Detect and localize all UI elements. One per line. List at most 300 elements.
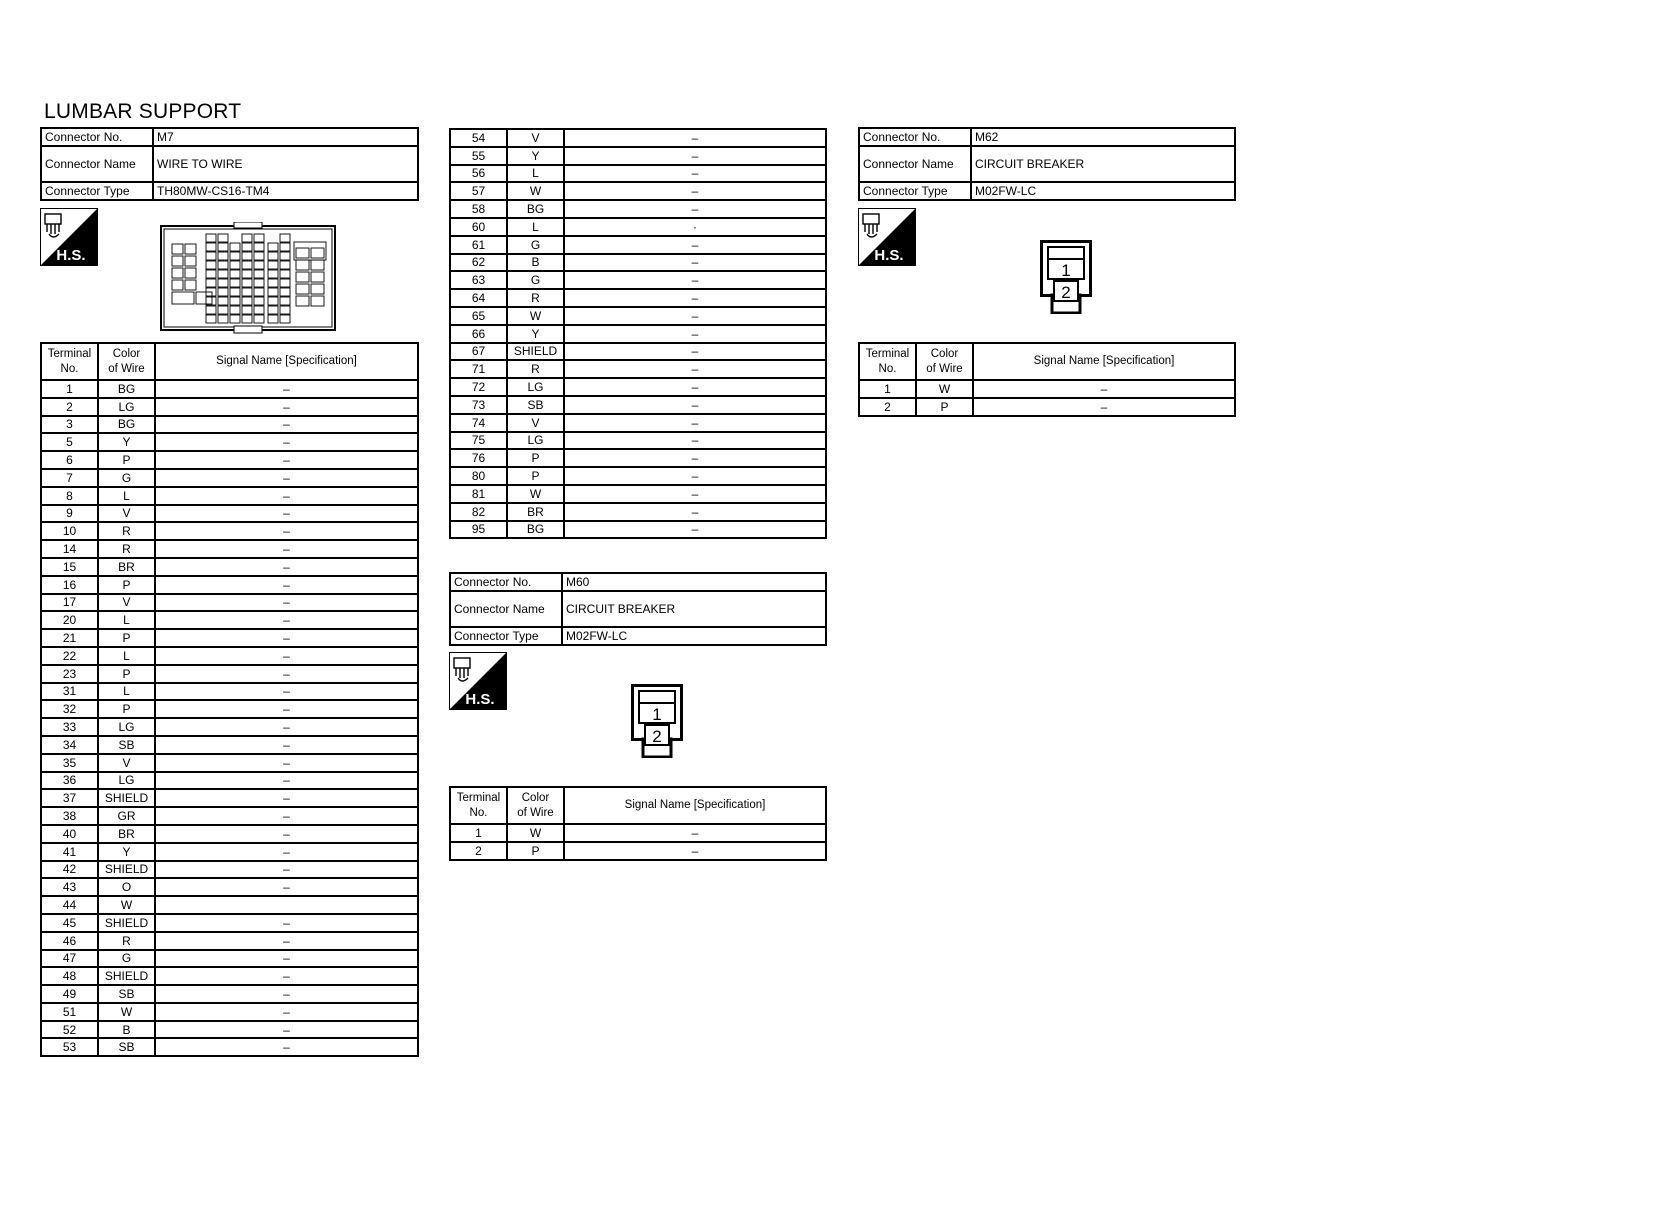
signal-name-cell: – xyxy=(564,503,826,521)
terminal-no-cell: 35 xyxy=(41,754,98,772)
signal-name-cell: – xyxy=(564,236,826,254)
terminal-no-cell: 46 xyxy=(41,932,98,950)
terminal-no-cell: 1 xyxy=(41,380,98,398)
table-row xyxy=(41,807,418,825)
wire-color-cell: Y xyxy=(98,843,155,861)
connector-face-m60 xyxy=(631,684,683,758)
table-row xyxy=(41,1003,418,1021)
table-row xyxy=(450,343,826,361)
table-row xyxy=(41,629,418,647)
wire-color-cell: P xyxy=(507,467,564,485)
wire-color-cell: P xyxy=(98,451,155,469)
terminal-no-cell: 60 xyxy=(450,218,507,236)
signal-name-cell: – xyxy=(564,396,826,414)
table-row xyxy=(41,772,418,790)
wire-color-cell: P xyxy=(98,629,155,647)
terminal-no-cell: 40 xyxy=(41,825,98,843)
terminal-no-cell: 43 xyxy=(41,878,98,896)
table-row xyxy=(41,594,418,612)
connector-name-label: Connector Name xyxy=(41,146,153,182)
wire-color-cell: Y xyxy=(507,147,564,165)
table-row xyxy=(41,558,418,576)
signal-name-cell: – xyxy=(155,576,418,594)
terminal-no-cell: 55 xyxy=(450,147,507,165)
wire-color-cell: BG xyxy=(98,416,155,434)
terminal-no-cell: 45 xyxy=(41,914,98,932)
table-row xyxy=(450,521,826,539)
signal-name-cell: – xyxy=(564,307,826,325)
wire-color-cell: B xyxy=(507,254,564,272)
harness-side-icon xyxy=(449,652,507,710)
wire-color-cell: W xyxy=(507,182,564,200)
terminal-no-cell: 37 xyxy=(41,789,98,807)
connector-no-value: M60 xyxy=(562,573,826,591)
connector-no-value: M7 xyxy=(153,128,418,146)
wire-color-cell: SB xyxy=(507,396,564,414)
wire-color-cell: LG xyxy=(98,718,155,736)
terminal-no-cell: 47 xyxy=(41,950,98,968)
terminal-no-cell: 22 xyxy=(41,647,98,665)
table-row xyxy=(41,932,418,950)
wire-color-cell: W xyxy=(507,307,564,325)
wire-color-cell: W xyxy=(98,896,155,914)
terminal-no-cell: 2 xyxy=(41,398,98,416)
signal-name-header: Signal Name [Specification] xyxy=(155,343,418,380)
table-row xyxy=(41,469,418,487)
table-row xyxy=(450,360,826,378)
signal-name-cell: · xyxy=(564,218,826,236)
m62-terminal-header xyxy=(858,342,1236,381)
connector-name-label: Connector Name xyxy=(450,591,562,627)
wire-color-cell: W xyxy=(507,485,564,503)
wire-color-cell: L xyxy=(507,218,564,236)
terminal-no-cell: 23 xyxy=(41,665,98,683)
wire-color-cell: W xyxy=(916,380,973,398)
signal-name-cell: – xyxy=(155,700,418,718)
wire-color-cell: G xyxy=(98,469,155,487)
signal-name-cell: – xyxy=(564,343,826,361)
signal-name-cell: – xyxy=(155,487,418,505)
wire-color-cell: L xyxy=(98,683,155,701)
table-row xyxy=(41,736,418,754)
wire-color-cell: R xyxy=(98,540,155,558)
signal-name-cell: – xyxy=(155,647,418,665)
wire-color-cell: BR xyxy=(98,825,155,843)
wire-color-cell: V xyxy=(507,129,564,147)
table-row xyxy=(41,700,418,718)
terminal-no-cell: 10 xyxy=(41,522,98,540)
table-row xyxy=(450,824,826,842)
wire-color-cell: L xyxy=(507,165,564,183)
table-row xyxy=(41,754,418,772)
table-row xyxy=(450,325,826,343)
wire-color-cell: SHIELD xyxy=(98,914,155,932)
table-row xyxy=(41,398,418,416)
terminal-no-cell: 61 xyxy=(450,236,507,254)
terminal-no-cell: 14 xyxy=(41,540,98,558)
signal-name-cell: – xyxy=(155,932,418,950)
terminal-no-cell: 9 xyxy=(41,505,98,523)
wire-color-cell: GR xyxy=(98,807,155,825)
terminal-no-header: Terminal No. xyxy=(450,787,507,824)
signal-name-cell: – xyxy=(155,718,418,736)
wire-color-cell: L xyxy=(98,611,155,629)
signal-name-cell: – xyxy=(155,950,418,968)
signal-name-cell: – xyxy=(155,789,418,807)
wire-color-cell: P xyxy=(507,842,564,860)
pin-1-label: 1 xyxy=(652,705,662,724)
table-row xyxy=(41,522,418,540)
table-row xyxy=(41,985,418,1003)
terminal-no-cell: 58 xyxy=(450,200,507,218)
wire-color-cell: SHIELD xyxy=(98,967,155,985)
terminal-no-cell: 6 xyxy=(41,451,98,469)
table-row xyxy=(450,467,826,485)
table-row xyxy=(450,129,826,147)
terminal-no-cell: 62 xyxy=(450,254,507,272)
terminal-no-cell: 41 xyxy=(41,843,98,861)
terminal-no-cell: 57 xyxy=(450,182,507,200)
wire-color-cell: G xyxy=(98,950,155,968)
signal-name-cell: – xyxy=(564,842,826,860)
signal-name-cell: – xyxy=(155,967,418,985)
signal-name-cell: – xyxy=(155,861,418,879)
pin-2-label: 2 xyxy=(652,727,662,746)
terminal-no-cell: 5 xyxy=(41,433,98,451)
wire-color-cell: G xyxy=(507,271,564,289)
table-row xyxy=(450,182,826,200)
signal-name-cell: – xyxy=(155,1021,418,1039)
page-title: LUMBAR SUPPORT xyxy=(44,100,242,123)
terminal-no-cell: 32 xyxy=(41,700,98,718)
connector-name-value: CIRCUIT BREAKER xyxy=(971,146,1235,182)
terminal-no-cell: 66 xyxy=(450,325,507,343)
terminal-no-cell: 80 xyxy=(450,467,507,485)
connector-name-value: WIRE TO WIRE xyxy=(153,146,418,182)
wire-color-cell: L xyxy=(98,487,155,505)
wire-color-cell: P xyxy=(916,398,973,416)
terminal-no-cell: 36 xyxy=(41,772,98,790)
terminal-no-cell: 72 xyxy=(450,378,507,396)
harness-side-icon xyxy=(858,208,916,266)
signal-name-cell: – xyxy=(564,378,826,396)
wire-color-cell: SB xyxy=(98,1038,155,1056)
m7-info-table xyxy=(40,127,419,201)
table-row xyxy=(859,398,1235,416)
m62-terminal-rows xyxy=(858,379,1236,417)
terminal-no-cell: 53 xyxy=(41,1038,98,1056)
terminal-no-cell: 52 xyxy=(41,1021,98,1039)
terminal-no-cell: 44 xyxy=(41,896,98,914)
connector-no-label: Connector No. xyxy=(859,128,971,146)
m60-terminal-header xyxy=(449,786,827,825)
wire-color-cell: L xyxy=(98,647,155,665)
m7-terminal-header xyxy=(40,342,419,381)
signal-name-cell: – xyxy=(155,825,418,843)
color-of-wire-header: Color of Wire xyxy=(507,787,564,824)
terminal-no-cell: 48 xyxy=(41,967,98,985)
terminal-no-header: Terminal No. xyxy=(859,343,916,380)
table-row xyxy=(450,432,826,450)
terminal-no-cell: 82 xyxy=(450,503,507,521)
signal-name-cell: – xyxy=(155,985,418,1003)
table-row xyxy=(450,378,826,396)
wire-color-cell: LG xyxy=(507,432,564,450)
signal-name-cell: – xyxy=(155,558,418,576)
signal-name-cell: – xyxy=(155,522,418,540)
wire-color-cell: LG xyxy=(98,398,155,416)
terminal-no-cell: 7 xyxy=(41,469,98,487)
m60-info-table xyxy=(449,572,827,646)
m60-terminal-rows xyxy=(449,823,827,861)
terminal-no-cell: 73 xyxy=(450,396,507,414)
terminal-no-cell: 1 xyxy=(859,380,916,398)
signal-name-cell: – xyxy=(564,200,826,218)
wire-color-cell: V xyxy=(98,594,155,612)
table-row xyxy=(450,271,826,289)
signal-name-cell: – xyxy=(155,540,418,558)
table-row xyxy=(450,254,826,272)
signal-name-cell: – xyxy=(155,594,418,612)
signal-name-cell: – xyxy=(155,451,418,469)
signal-name-cell: – xyxy=(973,380,1235,398)
signal-name-header: Signal Name [Specification] xyxy=(973,343,1235,380)
table-row xyxy=(41,861,418,879)
signal-name-cell: – xyxy=(564,129,826,147)
terminal-no-cell: 54 xyxy=(450,129,507,147)
wire-color-cell: SHIELD xyxy=(98,789,155,807)
signal-name-cell: – xyxy=(564,414,826,432)
wire-color-cell: SHIELD xyxy=(98,861,155,879)
terminal-no-cell: 67 xyxy=(450,343,507,361)
table-row xyxy=(41,896,418,914)
wire-color-cell: V xyxy=(507,414,564,432)
wire-color-cell: SHIELD xyxy=(507,343,564,361)
table-row xyxy=(41,505,418,523)
signal-name-cell: – xyxy=(564,360,826,378)
table-row xyxy=(41,950,418,968)
signal-name-cell: – xyxy=(564,449,826,467)
signal-name-cell: – xyxy=(564,271,826,289)
wire-color-cell: P xyxy=(98,665,155,683)
wire-color-cell: R xyxy=(98,522,155,540)
connector-type-label: Connector Type xyxy=(450,627,562,645)
wire-color-cell: P xyxy=(98,700,155,718)
table-row xyxy=(450,200,826,218)
table-row xyxy=(41,540,418,558)
signal-name-cell: – xyxy=(564,325,826,343)
table-row xyxy=(41,789,418,807)
terminal-no-cell: 64 xyxy=(450,289,507,307)
wire-color-cell: SB xyxy=(98,736,155,754)
wire-color-cell: W xyxy=(507,824,564,842)
m7-terminal-rows xyxy=(40,379,419,1057)
signal-name-cell: – xyxy=(564,147,826,165)
terminal-no-cell: 20 xyxy=(41,611,98,629)
terminal-no-cell: 17 xyxy=(41,594,98,612)
signal-name-cell: – xyxy=(564,521,826,539)
wire-color-cell: P xyxy=(98,576,155,594)
terminal-no-cell: 21 xyxy=(41,629,98,647)
connector-type-label: Connector Type xyxy=(859,182,971,200)
signal-name-header: Signal Name [Specification] xyxy=(564,787,826,824)
wire-color-cell: Y xyxy=(98,433,155,451)
connector-type-label: Connector Type xyxy=(41,182,153,200)
terminal-no-cell: 63 xyxy=(450,271,507,289)
signal-name-cell: – xyxy=(155,1003,418,1021)
table-row xyxy=(450,147,826,165)
connector-type-value: M02FW-LC xyxy=(562,627,826,645)
table-row xyxy=(450,449,826,467)
signal-name-cell xyxy=(155,896,418,914)
table-row xyxy=(450,396,826,414)
signal-name-cell: – xyxy=(155,1038,418,1056)
terminal-no-cell: 65 xyxy=(450,307,507,325)
color-of-wire-header: Color of Wire xyxy=(98,343,155,380)
signal-name-cell: – xyxy=(155,807,418,825)
wire-color-cell: G xyxy=(507,236,564,254)
connector-face-m7 xyxy=(160,222,336,334)
pin-1-label: 1 xyxy=(1061,261,1071,280)
table-row xyxy=(41,878,418,896)
table-row xyxy=(450,485,826,503)
table-row xyxy=(450,503,826,521)
wire-color-cell: LG xyxy=(507,378,564,396)
terminal-no-cell: 33 xyxy=(41,718,98,736)
connector-type-value: TH80MW-CS16-TM4 xyxy=(153,182,418,200)
hs-label: H.S. xyxy=(874,247,904,264)
signal-name-cell: – xyxy=(155,433,418,451)
connector-no-label: Connector No. xyxy=(41,128,153,146)
terminal-no-cell: 8 xyxy=(41,487,98,505)
signal-name-cell: – xyxy=(564,289,826,307)
terminal-no-cell: 76 xyxy=(450,449,507,467)
connector-name-label: Connector Name xyxy=(859,146,971,182)
signal-name-cell: – xyxy=(155,505,418,523)
connector-type-value: M02FW-LC xyxy=(971,182,1235,200)
table-row xyxy=(41,718,418,736)
wire-color-cell: BG xyxy=(98,380,155,398)
table-row xyxy=(41,914,418,932)
signal-name-cell: – xyxy=(155,469,418,487)
table-row xyxy=(41,825,418,843)
wire-color-cell: BR xyxy=(507,503,564,521)
m7-terminal-rows-continued xyxy=(449,128,827,539)
terminal-no-cell: 81 xyxy=(450,485,507,503)
table-row xyxy=(41,611,418,629)
terminal-no-cell: 75 xyxy=(450,432,507,450)
table-row xyxy=(41,487,418,505)
terminal-no-cell: 71 xyxy=(450,360,507,378)
table-row xyxy=(41,433,418,451)
table-row xyxy=(41,647,418,665)
signal-name-cell: – xyxy=(564,432,826,450)
table-row xyxy=(41,416,418,434)
terminal-no-cell: 38 xyxy=(41,807,98,825)
pin-2-label: 2 xyxy=(1061,283,1071,302)
signal-name-cell: – xyxy=(155,843,418,861)
table-row xyxy=(41,1021,418,1039)
signal-name-cell: – xyxy=(564,485,826,503)
signal-name-cell: – xyxy=(564,182,826,200)
table-row xyxy=(41,1038,418,1056)
terminal-no-cell: 74 xyxy=(450,414,507,432)
wire-color-cell: R xyxy=(507,360,564,378)
table-row xyxy=(859,380,1235,398)
wire-color-cell: Y xyxy=(507,325,564,343)
terminal-no-cell: 31 xyxy=(41,683,98,701)
signal-name-cell: – xyxy=(155,754,418,772)
signal-name-cell: – xyxy=(155,398,418,416)
wire-color-cell: B xyxy=(98,1021,155,1039)
terminal-no-cell: 95 xyxy=(450,521,507,539)
terminal-no-cell: 1 xyxy=(450,824,507,842)
table-row xyxy=(450,236,826,254)
signal-name-cell: – xyxy=(564,824,826,842)
terminal-no-cell: 2 xyxy=(859,398,916,416)
signal-name-cell: – xyxy=(155,878,418,896)
connector-face-m62 xyxy=(1040,240,1092,314)
wire-color-cell: O xyxy=(98,878,155,896)
signal-name-cell: – xyxy=(155,914,418,932)
signal-name-cell: – xyxy=(564,467,826,485)
wire-color-cell: LG xyxy=(98,772,155,790)
signal-name-cell: – xyxy=(155,772,418,790)
table-row xyxy=(41,843,418,861)
color-of-wire-header: Color of Wire xyxy=(916,343,973,380)
table-row xyxy=(450,414,826,432)
wire-color-cell: SB xyxy=(98,985,155,1003)
signal-name-cell: – xyxy=(155,665,418,683)
signal-name-cell: – xyxy=(155,380,418,398)
terminal-no-header: Terminal No. xyxy=(41,343,98,380)
signal-name-cell: – xyxy=(155,683,418,701)
wire-color-cell: R xyxy=(507,289,564,307)
signal-name-cell: – xyxy=(155,416,418,434)
table-row xyxy=(41,683,418,701)
terminal-no-cell: 15 xyxy=(41,558,98,576)
terminal-no-cell: 49 xyxy=(41,985,98,1003)
wire-color-cell: R xyxy=(98,932,155,950)
table-row xyxy=(41,967,418,985)
signal-name-cell: – xyxy=(564,165,826,183)
table-row xyxy=(450,218,826,236)
connector-no-label: Connector No. xyxy=(450,573,562,591)
wire-color-cell: V xyxy=(98,505,155,523)
signal-name-cell: – xyxy=(155,611,418,629)
terminal-no-cell: 3 xyxy=(41,416,98,434)
wire-color-cell: BG xyxy=(507,521,564,539)
table-row xyxy=(41,665,418,683)
table-row xyxy=(450,165,826,183)
terminal-no-cell: 42 xyxy=(41,861,98,879)
signal-name-cell: – xyxy=(155,736,418,754)
terminal-no-cell: 34 xyxy=(41,736,98,754)
terminal-no-cell: 2 xyxy=(450,842,507,860)
hs-label: H.S. xyxy=(56,247,86,264)
table-row xyxy=(41,576,418,594)
table-row xyxy=(41,451,418,469)
wire-color-cell: V xyxy=(98,754,155,772)
signal-name-cell: – xyxy=(564,254,826,272)
wire-color-cell: BR xyxy=(98,558,155,576)
signal-name-cell: – xyxy=(155,629,418,647)
connector-name-value: CIRCUIT BREAKER xyxy=(562,591,826,627)
terminal-no-cell: 51 xyxy=(41,1003,98,1021)
wire-color-cell: P xyxy=(507,449,564,467)
wire-color-cell: BG xyxy=(507,200,564,218)
table-row xyxy=(450,289,826,307)
